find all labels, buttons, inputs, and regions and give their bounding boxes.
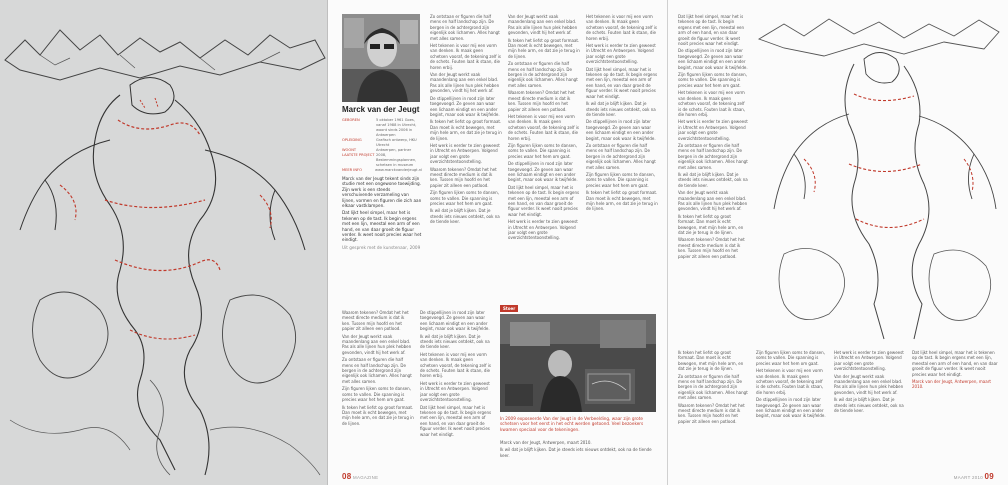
folio-right: [954, 472, 994, 481]
figure-sketch-right: [754, 4, 1004, 344]
paragraph: Waarom tekenen? Omdat het het meest directe medium is dat ik ken. Tussen mijn hoofd en het papier zit alleen een potlood.: [508, 90, 575, 112]
paragraph: De stippellijnen in rood zijn later toegevoegd. Ze geven aan waar een lichaam eindigt en een ander begint, maar ook waar ik twijfelde.: [508, 161, 578, 183]
paragraph: Ik teken het liefst op groot formaat. Dan moet ik echt bewegen, met mijn hele arm, en dat zie je terug in de lijnen.: [678, 213, 744, 236]
folio-left: [342, 472, 378, 481]
paragraph: Zijn figuren lijken soms te dansen, soms te vallen. Die spanning is precies waar het hem om gaat.: [678, 72, 747, 88]
article-left-page: [328, 0, 668, 485]
paragraph: Het tekenen is voor mij een vorm van denken. Ik maak geen schetsen vooraf, de tekening zelf is de schets. Fouten laat ik staan, die horen erbij.: [678, 90, 746, 117]
meta-row: [342, 138, 422, 148]
paragraph: Dat lijkt heel simpel, maar het is tekenen op de tast. Ik begin ergens met een lijn, meestal een arm of een hand, en van daar groeit de figuur verder. Ik weet nooit precies waar het eindigt.: [508, 184, 580, 217]
article-column-1: [430, 14, 502, 304]
meta-row: [342, 118, 422, 138]
paragraph: De stippellijnen in rood zijn later toegevoegd. Ze geven aan waar een lichaam eindigt en een ander begint, maar ook waar ik twijfelde.: [420, 310, 490, 332]
article-column-4: [342, 310, 414, 470]
paragraph: Zo ontstaan er figuren die half mens en half landschap zijn. De bergen in de achtergrond zijn eigenlijk ook lichamen. Alles hangt met alles samen.: [678, 373, 748, 401]
paragraph: Van der Jeugt werkt vaak maandenlang aan een enkel blad. Pas als alle lijnen hun plek hebben gevonden, vindt hij het werk af.: [678, 190, 748, 212]
paragraph: Ik wil dat je blijft kijken. Dat je steeds iets nieuws ontdekt, ook na de tiende keer.: [834, 397, 904, 414]
meta-value: Antwerpen, partner: [376, 148, 412, 152]
article-column-2: [508, 14, 580, 304]
meta-row: [342, 168, 422, 173]
paragraph: Ik teken het liefst op groot formaat. Dan moet ik echt bewegen, met mijn hele arm, en dat zie je terug in de lijnen.: [430, 119, 502, 141]
figure-sketch: [0, 0, 328, 485]
paragraph: Het werk is eerder te zien geweest in Utrecht en Antwerpen. Volgend jaar volgt een grote overzichtstentoonstelling.: [420, 380, 490, 403]
paragraph: Het tekenen is voor mij een vorm van denken. Ik maak geen schetsen vooraf, de tekening zelf is de schets. Fouten laat ik staan, die horen erbij.: [420, 351, 491, 379]
meta-key: GEBOREN: [342, 118, 360, 122]
paragraph: Ik wil dat je blijft kijken. Dat je steeds iets nieuws ontdekt, ook na de tiende keer.: [678, 171, 748, 188]
paragraph: De stippellijnen in rood zijn later toegevoegd. Ze geven aan waar een lichaam eindigt en een ander begint, maar ook waar ik twijfelde.: [756, 397, 826, 419]
folio-label: MAGAZINE: [353, 475, 379, 480]
paragraph: Het werk is eerder te zien geweest in Utrecht en Antwerpen. Volgend jaar volgt een grote overzichtstentoonstelling.: [678, 119, 748, 141]
article-column-10: [912, 350, 998, 465]
meta-value: 5 oktober 1961 Goes, vanaf 1988 in Utrecht, woont sinds 2006 in Antwerpen: [376, 118, 417, 137]
meta-value: 2008, Bestemmingsplannen, schetsen in museum: [376, 153, 417, 167]
meta-row: [342, 153, 422, 168]
paragraph: Dat lijkt heel simpel, maar het is tekenen op de tast. Ik begin ergens met een lijn, meestal een arm of een hand, en van daar groeit de figuur verder. Ik weet nooit precies waar het eindigt.: [912, 350, 998, 377]
paragraph: Zo ontstaan er figuren die half mens en half landschap zijn. De bergen in de achtergrond zijn eigenlijk ook lichamen. Alles hangt met alles samen.: [586, 142, 656, 170]
folio-label: MAART 2010: [953, 475, 983, 480]
article-column-6: [678, 14, 748, 344]
paragraph: Het tekenen is voor mij een vorm van denken. Ik maak geen schetsen vooraf, de tekening zelf is de schets. Fouten laat ik staan, die horen erbij.: [586, 14, 657, 41]
story-tag: Stoer: [500, 305, 518, 312]
paragraph: Zijn figuren lijken soms te dansen, soms te vallen. Die spanning is precies waar het hem om gaat.: [586, 171, 655, 188]
article-right-page: [668, 0, 1008, 485]
paragraph: Het tekenen is voor mij een vorm van denken. Ik maak geen schetsen vooraf, de tekening zelf is de schets. Fouten laat ik staan, die horen erbij.: [508, 113, 579, 141]
article-column-8: [756, 350, 826, 465]
paragraph: Ik teken het liefst op groot formaat. Dan moet ik echt bewegen, met mijn hele arm, en dat zie je terug in de lijnen.: [342, 404, 414, 426]
paragraph: Zijn figuren lijken soms te dansen, soms te vallen. Die spanning is precies waar het hem om gaat.: [430, 190, 499, 206]
paragraph: Ik teken het liefst op groot formaat. Dan moet ik echt bewegen, met mijn hele arm, en dat zie je terug in de lijnen.: [678, 350, 744, 372]
paragraph: Zo ontstaan er figuren die half mens en half landschap zijn. De bergen in de achtergrond zijn eigenlijk ook lichamen. Alles hangt met alles samen.: [342, 357, 412, 384]
profile-name: Marck van der Jeugt: [342, 105, 420, 114]
paragraph: Ik teken het liefst op groot formaat. Dan moet ik echt bewegen, met mijn hele arm, en dat zie je terug in de lijnen.: [508, 37, 580, 59]
paragraph: Zo ontstaan er figuren die half mens en half landschap zijn. De bergen in de achtergrond zijn eigenlijk ook lichamen. Alles hangt met alles samen.: [678, 142, 748, 170]
paragraph: Marck van der Jeugt, Antwerpen, maart 2010.: [912, 379, 991, 390]
article-column-7: [678, 350, 748, 465]
page-number: 09: [984, 472, 994, 481]
paragraph: Zo ontstaan er figuren die half mens en half landschap zijn. De bergen in de achtergrond zijn eigenlijk ook lichamen. Alles hangt met alles samen.: [430, 14, 500, 41]
article-column-9: [834, 350, 904, 465]
paragraph: De stippellijnen in rood zijn later toegevoegd. Ze geven aan waar een lichaam eindigt en een ander begint, maar ook waar ik twijfelde.: [678, 48, 748, 70]
intro-text: Marck van der Jeugt tekent sinds zijn studie met een ongewone toewijding. Zijn werk is een steeds verschuivende verzameling van lijnen, vormen en figuren die zich aan elkaar vastklampen.: [342, 176, 422, 209]
paragraph: Dat lijkt heel simpel, maar het is tekenen op de tast. Ik begin ergens met een lijn, meestal een arm of een hand, en van daar groeit de figuur verder. Ik weet nooit precies waar het eindigt.: [586, 66, 658, 99]
paragraph: Zijn figuren lijken soms te dansen, soms te vallen. Die spanning is precies waar het hem om gaat.: [508, 142, 577, 159]
paragraph: De stippellijnen in rood zijn later toegevoegd. Ze geven aan waar een lichaam eindigt en een ander begint, maar ook waar ik twijfelde.: [586, 119, 656, 141]
paragraph: Van der Jeugt werkt vaak maandenlang aan een enkel blad. Pas als alle lijnen hun plek hebben gevonden, vindt hij het werk af.: [342, 333, 412, 355]
paragraph: Ik wil dat je blijft kijken. Dat je steeds iets nieuws ontdekt, ook na de tiende keer.: [586, 101, 656, 117]
meta-value: Grafisch ontwerp, HKU Utrecht: [376, 138, 417, 147]
caption-body: [500, 440, 656, 466]
article-column-5: [420, 310, 492, 470]
paragraph: Het werk is eerder te zien geweest in Utrecht en Antwerpen. Volgend jaar volgt een grote overzichtstentoonstelling.: [834, 350, 904, 372]
intro-text-2: Dat lijkt heel simpel, maar het is tekenen op de tast. Ik begin ergens met een lijn, meestal een arm of een hand, en van daar groeit de figuur verder. Ik weet nooit precies waar het eindigt.: [342, 210, 422, 243]
paragraph: Waarom tekenen? Omdat het het meest directe medium is dat ik ken. Tussen mijn hoofd en het papier zit alleen een potlood.: [342, 310, 409, 332]
paragraph: Het tekenen is voor mij een vorm van denken. Ik maak geen schetsen vooraf, de tekening zelf is de schets. Fouten laat ik staan, die horen erbij.: [756, 368, 824, 395]
meta-key: OPLEIDING: [342, 138, 362, 142]
paragraph: Het werk is eerder te zien geweest in Utrecht en Antwerpen. Volgend jaar volgt een grote overzichtstentoonstelling.: [586, 43, 656, 65]
portrait-photo: [342, 14, 420, 102]
paragraph: Het tekenen is voor mij een vorm van denken. Ik maak geen schetsen vooraf, de tekening zelf is de schets. Fouten laat ik staan, die horen erbij.: [430, 43, 501, 70]
paragraph: Het werk is eerder te zien geweest in Utrecht en Antwerpen. Volgend jaar volgt een grote overzichtstentoonstelling.: [430, 142, 500, 165]
photo-caption: In 2009 exposeerde Van der Jeugt in de Verbeelding, waar zijn grote schetsen voor het eerst in het echt werden getoond. Veel bezoekers kwamen speciaal voor de tekeningen.: [500, 416, 644, 432]
meta-key: WOONT: [342, 148, 357, 152]
paragraph: Zijn figuren lijken soms te dansen, soms te vallen. Die spanning is precies waar het hem om gaat.: [756, 350, 825, 366]
paragraph: Van der Jeugt werkt vaak maandenlang aan een enkel blad. Pas als alle lijnen hun plek hebben gevonden, vindt hij het werk af.: [834, 373, 904, 395]
paragraph: Ik wil dat je blijft kijken. Dat je steeds iets nieuws ontdekt, ook na de tiende keer.: [420, 333, 490, 350]
paragraph: Waarom tekenen? Omdat het het meest directe medium is dat ik ken. Tussen mijn hoofd en het papier zit alleen een potlood.: [678, 237, 745, 259]
meta-key: MEER INFO: [342, 168, 362, 172]
meta-value: www.marckvanderjeugt.nl: [375, 168, 422, 172]
paragraph: Marck van der Jeugt, Antwerpen, maart 2010.: [500, 440, 592, 445]
profile-footer-note: Uit gesprek met de kunstenaar, 2009: [342, 244, 421, 250]
paragraph: Van der Jeugt werkt vaak maandenlang aan een enkel blad. Pas als alle lijnen hun plek hebben gevonden, vindt hij het werk af.: [430, 72, 500, 94]
exhibition-photo: [500, 314, 656, 412]
paragraph: Het werk is eerder te zien geweest in Utrecht en Antwerpen. Volgend jaar volgt een grote overzichtstentoonstelling.: [508, 219, 578, 241]
paragraph: Waarom tekenen? Omdat het het meest directe medium is dat ik ken. Tussen mijn hoofd en het papier zit alleen een potlood.: [430, 166, 497, 188]
paragraph: De stippellijnen in rood zijn later toegevoegd. Ze geven aan waar een lichaam eindigt en een ander begint, maar ook waar ik twijfelde.: [430, 95, 500, 117]
page-number: 08: [342, 472, 352, 481]
profile-intro: [342, 176, 422, 276]
left-sketch-page: [0, 0, 328, 485]
paragraph: Ik wil dat je blijft kijken. Dat je steeds iets nieuws ontdekt, ook na de tiende keer.: [500, 447, 652, 458]
paragraph: Ik teken het liefst op groot formaat. Dan moet ik echt bewegen, met mijn hele arm, en dat zie je terug in de lijnen.: [586, 190, 658, 212]
profile-meta-table: [342, 118, 422, 173]
article-column-3: [586, 14, 658, 304]
meta-key: LAATSTE PROJECT: [342, 153, 375, 157]
paragraph: Ik wil dat je blijft kijken. Dat je steeds iets nieuws ontdekt, ook na de tiende keer.: [430, 208, 500, 225]
paragraph: Dat lijkt heel simpel, maar het is tekenen op de tast. Ik begin ergens met een lijn, meestal een arm of een hand, en van daar groeit de figuur verder. Ik weet nooit precies waar het eindigt.: [420, 404, 492, 437]
paragraph: Van der Jeugt werkt vaak maandenlang aan een enkel blad. Pas als alle lijnen hun plek hebben gevonden, vindt hij het werk af.: [508, 14, 578, 36]
paragraph: Dat lijkt heel simpel, maar het is tekenen op de tast. Ik begin ergens met een lijn, meestal een arm of een hand, en van daar groeit de figuur verder. Ik weet nooit precies waar het eindigt.: [678, 14, 745, 47]
paragraph: Waarom tekenen? Omdat het het meest directe medium is dat ik ken. Tussen mijn hoofd en het papier zit alleen een potlood.: [678, 402, 745, 424]
paragraph: Zijn figuren lijken soms te dansen, soms te vallen. Die spanning is precies waar het hem om gaat.: [342, 386, 411, 403]
paragraph: Zo ontstaan er figuren die half mens en half landschap zijn. De bergen in de achtergrond zijn eigenlijk ook lichamen. Alles hangt met alles samen.: [508, 61, 578, 88]
